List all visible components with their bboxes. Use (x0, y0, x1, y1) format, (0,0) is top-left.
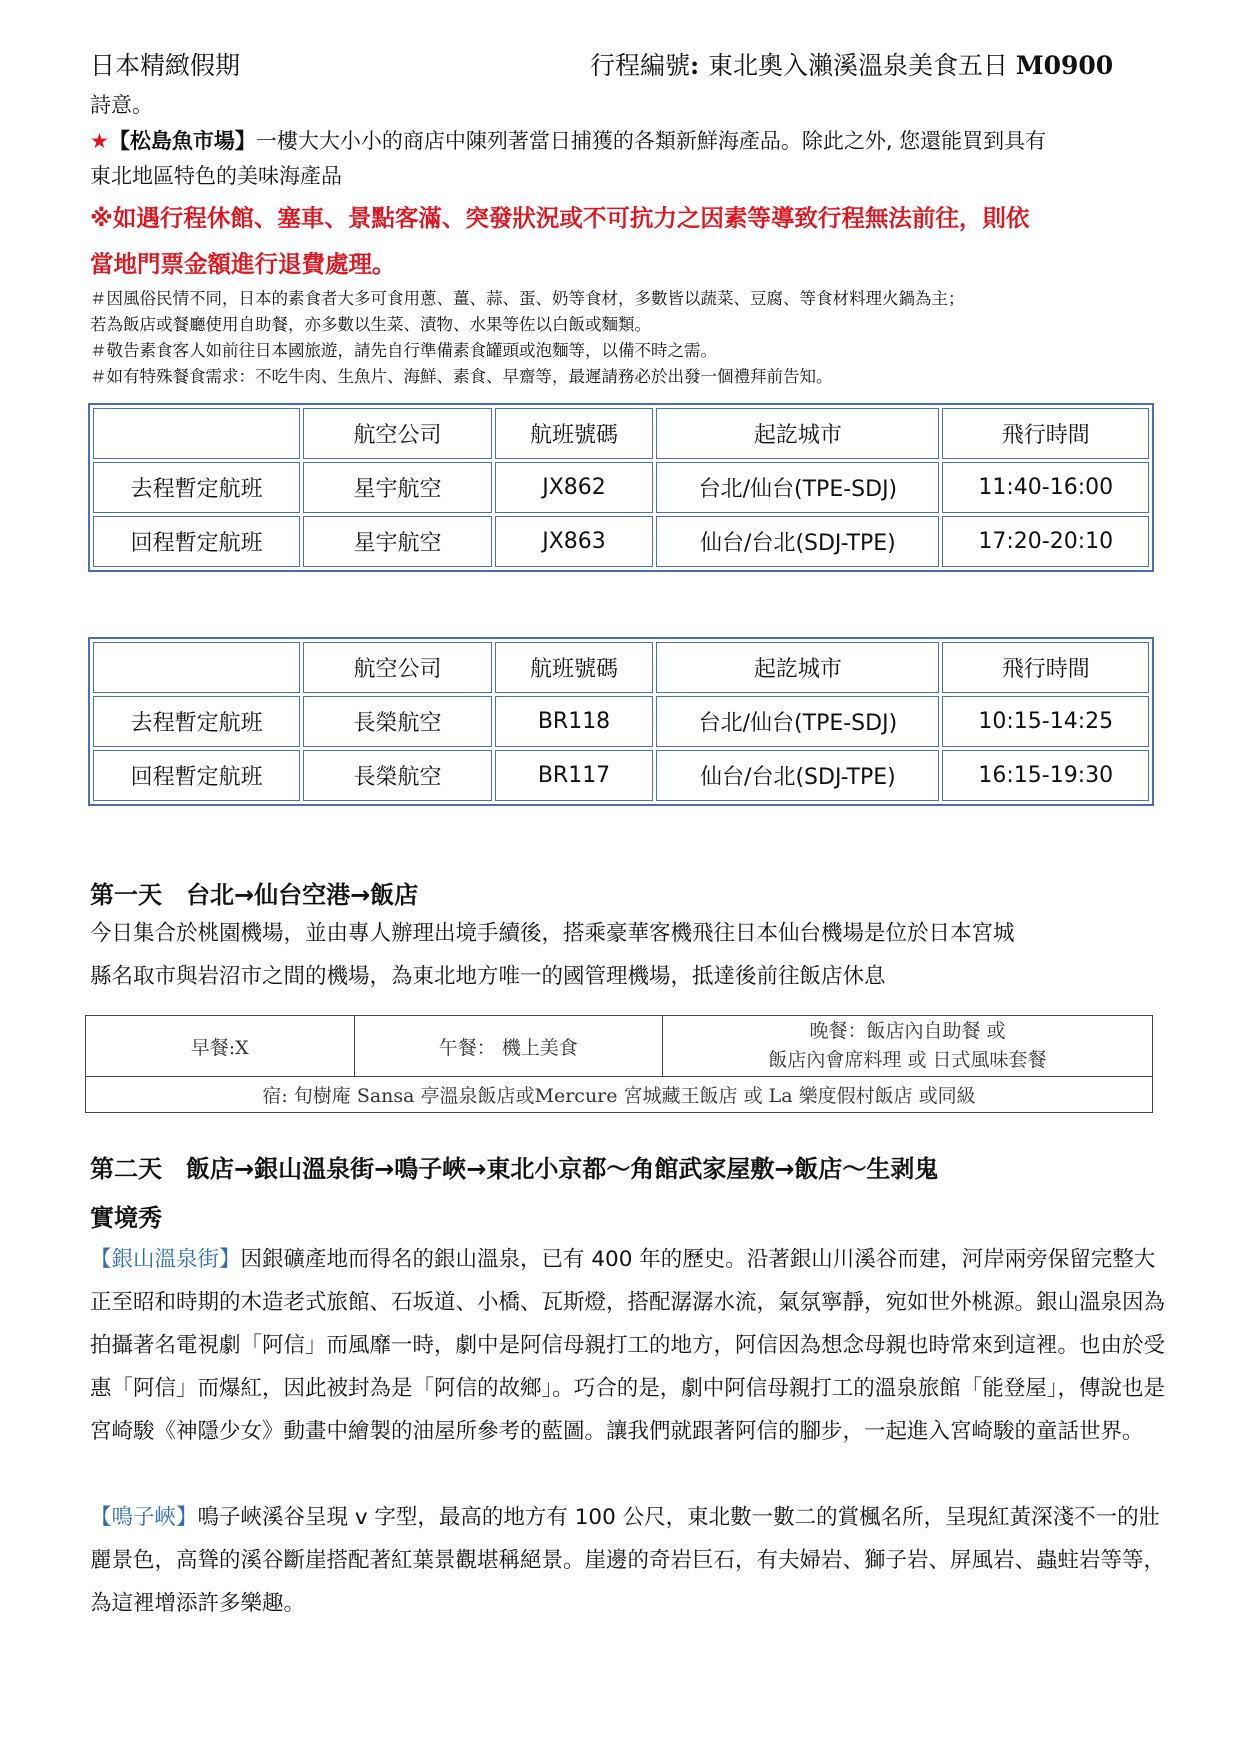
market-text-2: 東北地區特色的美味海產品 (90, 164, 342, 188)
route-cell: 台北/仙台(TPE-SDJ) (656, 462, 939, 513)
airline-cell: 長榮航空 (303, 696, 491, 747)
flight-table-header (93, 642, 1149, 693)
note-line-2: 若為飯店或餐廳使用自助餐，亦多數以生菜、漬物、水果等佐以白飯或麵類。 (90, 315, 651, 334)
table-row (93, 750, 1149, 801)
airline-cell: 星宇航空 (303, 462, 491, 513)
row-label: 去程暫定航班 (93, 462, 300, 513)
header-airline: 航空公司 (303, 408, 491, 459)
naruko-text: 鳴子峽溪谷呈現 v 字型，最高的地方有 100 公尺，東北數一數二的賞楓名所，呈現紅黃深淺不一的壯麗景色，高聳的溪谷斷崖搭配著紅葉景觀堪稱絕景。崖邊的奇岩巨石，有夫婦岩、獅子岩、屏風岩、蟲蛀岩等等，為這裡增添許多樂趣。 (90, 1505, 1166, 1616)
route-cell: 台北/仙台(TPE-SDJ) (656, 696, 939, 747)
time-cell: 10:15-14:25 (942, 696, 1149, 747)
note-line-1: ＃因風俗民情不同，日本的素食者大多可食用蔥、薑、蒜、蛋、奶等食材，多數皆以蔬菜、豆腐、等食材料理火鍋為主； (90, 289, 965, 308)
dinner-line-1: 晚餐：飯店內自助餐 或 (809, 1020, 1006, 1042)
itinerary-header: 行程編號: 東北奧入瀨溪溫泉美食五日 M0900 (590, 51, 1114, 80)
dinner-line-2: 飯店內會席料理 或 日式風味套餐 (768, 1049, 1047, 1071)
star-icon: ★ (90, 129, 109, 153)
row-label: 回程暫定航班 (93, 750, 300, 801)
header-flight-no: 航班號碼 (495, 408, 654, 459)
itinerary-name: 東北奧入瀨溪溫泉美食五日 (707, 51, 1008, 80)
row-label: 去程暫定航班 (93, 696, 300, 747)
note-line-4: ＃如有特殊餐食需求：不吃牛肉、生魚片、海鮮、素食、早齋等，最遲請務必於出發一個禮拜前告知。 (90, 367, 833, 386)
lodging-row (86, 1077, 1153, 1113)
day2-title-line-1: 第二天 飯店→銀山溫泉街→鳴子峽→東北小京都～角館武家屋敷→飯店～生剥鬼 (90, 1155, 939, 1183)
meal-row (86, 1016, 1153, 1077)
flight-table-eva (88, 637, 1154, 806)
row-label: 回程暫定航班 (93, 516, 300, 567)
header-route: 起訖城市 (656, 408, 939, 459)
time-cell: 16:15-19:30 (942, 750, 1149, 801)
header-cell (93, 408, 300, 459)
market-paragraph-line-1 (90, 129, 1046, 154)
header-route: 起訖城市 (656, 642, 939, 693)
table-row (93, 516, 1149, 567)
breakfast-cell: 早餐:X (86, 1016, 355, 1077)
table-row (93, 696, 1149, 747)
flight-no-cell: BR118 (495, 696, 654, 747)
header-time: 飛行時間 (942, 642, 1149, 693)
route-cell: 仙台/台北(SDJ-TPE) (656, 750, 939, 801)
time-cell: 11:40-16:00 (942, 462, 1149, 513)
note-line-3: ＃敬告素食客人如前往日本國旅遊，請先自行準備素食罐頭或泡麵等，以備不時之需。 (90, 341, 717, 360)
flight-no-cell: JX863 (495, 516, 654, 567)
airline-cell: 星宇航空 (303, 516, 491, 567)
header-cell (93, 642, 300, 693)
lunch-cell: 午餐： 機上美食 (354, 1016, 662, 1077)
itinerary-code: M0900 (1015, 51, 1114, 80)
ginzan-title: 【銀山溫泉街】 (90, 1247, 241, 1272)
ginzan-text: 因銀礦產地而得名的銀山溫泉，已有 400 年的歷史。沿著銀山川溪谷而建，河岸兩旁保留完整大正至昭和時期的木造老式旅館、石坂道、小橋、瓦斯燈，搭配潺潺水流，氣氛寧靜，宛如世外桃源。銀山溫泉因為拍攝著名電視劇「阿信」而風靡一時，劇中是阿信母親打工的地方，阿信因為想念母親也時常來到這裡。也由於受惠「阿信」而爆紅，因此被封為是「阿信的故鄉」。巧合的是，劇中阿信母親打工的溫泉旅館「能登屋」，傳說也是宮崎駿《神隱少女》動畫中繪製的油屋所參考的藍圖。讓我們就跟著阿信的腳步，一起進入宮崎駿的童話世界。 (90, 1247, 1166, 1444)
flight-no-cell: JX862 (495, 462, 654, 513)
day2-title-line-2: 實境秀 (90, 1204, 162, 1232)
naruko-paragraph (90, 1496, 1170, 1625)
flight-no-cell: BR117 (495, 750, 654, 801)
warning-line-2: 當地門票金額進行退費處理。 (90, 250, 396, 278)
day1-title: 第一天 台北→仙台空港→飯店 (90, 881, 419, 909)
flight-table-header (93, 408, 1149, 459)
company-name: 日本精緻假期 (90, 51, 241, 80)
dinner-cell (662, 1016, 1152, 1077)
warning-line-1: ※如遇行程休館、塞車、景點客滿、突發狀況或不可抗力之因素等導致行程無法前往，則依 (90, 204, 1030, 232)
lodging-cell: 宿: 旬樹庵 Sansa 亭溫泉飯店或Mercure 宮城藏王飯店 或 La 樂度假村飯店 或同級 (86, 1077, 1153, 1113)
table-row (93, 462, 1149, 513)
time-cell: 17:20-20:10 (942, 516, 1149, 567)
naruko-title: 【鳴子峽】 (90, 1505, 198, 1530)
airline-cell: 長榮航空 (303, 750, 491, 801)
route-cell: 仙台/台北(SDJ-TPE) (656, 516, 939, 567)
flight-table-starlux (88, 403, 1154, 572)
market-title: 【松島魚市場】 (108, 129, 256, 153)
market-text-1: 一樓大大小小的商店中陳列著當日捕獲的各類新鮮海產品。除此之外, 您還能買到具有 (255, 129, 1047, 153)
meal-table (85, 1015, 1153, 1113)
itinerary-label: 行程編號 (590, 51, 691, 80)
ginzan-paragraph (90, 1238, 1170, 1453)
header-airline: 航空公司 (303, 642, 491, 693)
header-flight-no: 航班號碼 (495, 642, 654, 693)
intro-continuation: 詩意。 (90, 93, 153, 117)
header-time: 飛行時間 (942, 408, 1149, 459)
day1-text-1: 今日集合於桃園機場，並由專人辦理出境手續後，搭乘豪華客機飛往日本仙台機場是位於日本宮城 (90, 921, 1015, 946)
day1-text-2: 縣名取市與岩沼市之間的機場，為東北地方唯一的國管理機場，抵達後前往飯店休息 (90, 964, 886, 989)
